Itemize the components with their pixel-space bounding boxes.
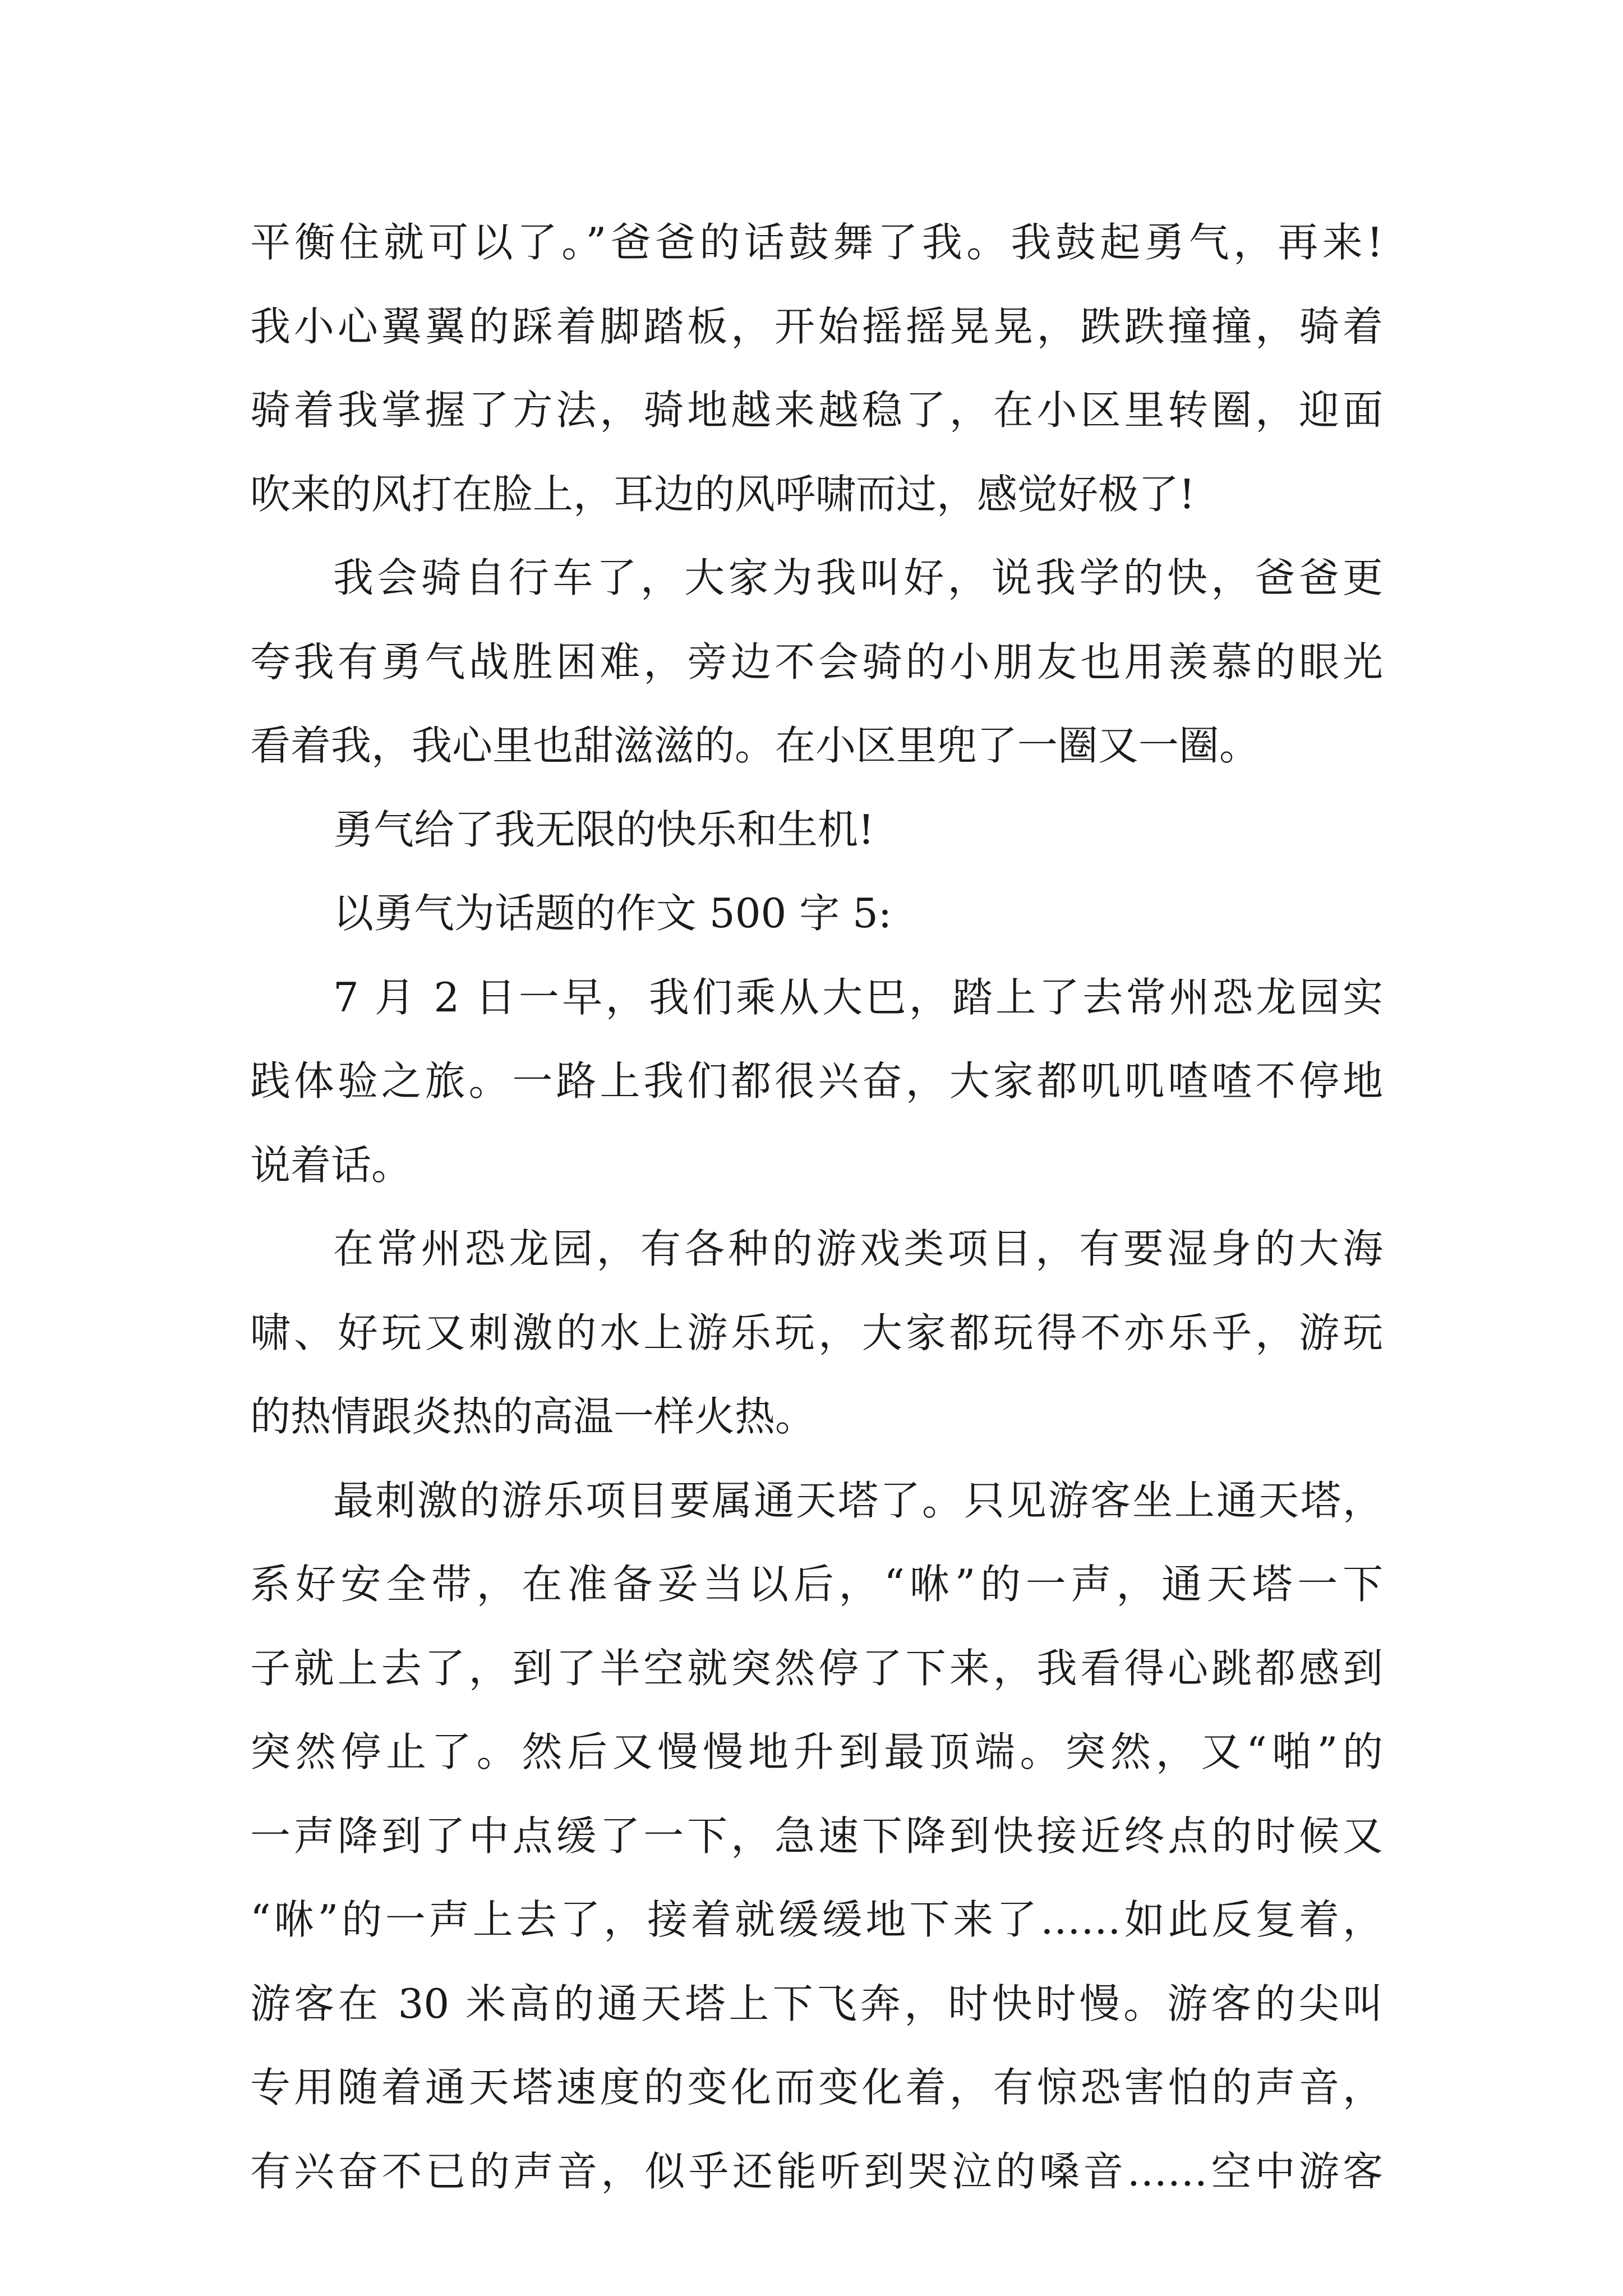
text-line: 7 月 2 日一早，我们乘从大巴，踏上了去常州恐龙园实 (333, 973, 1383, 1021)
text-line: 在常州恐龙园，有各种的游戏类项目，有要湿身的大海 (333, 1225, 1383, 1272)
text-line: 的热情跟炎热的高温一样火热。 (250, 1393, 816, 1440)
text-line: 平衡住就可以了。”爸爸的话鼓舞了我。我鼓起勇气，再来! (250, 219, 1383, 266)
text-line: 游客在 30 米高的通天塔上下飞奔，时快时慢。游客的尖叫 (250, 1980, 1383, 2027)
document-body (250, 209, 1383, 2221)
text-line: 看着我，我心里也甜滋滋的。在小区里兜了一圈又一圈。 (250, 722, 1260, 769)
text-line: “咻”的一声上去了，接着就缓缓地下来了……如此反复着， (250, 1896, 1383, 1943)
text-line: 子就上去了，到了半空就突然停了下来，我看得心跳都感到 (250, 1644, 1383, 1692)
text-line: 我会骑自行车了，大家为我叫好，说我学的快，爸爸更 (333, 554, 1383, 601)
text-line: 以勇气为话题的作文 500 字 5: (333, 890, 892, 937)
text-line: 系好安全带，在准备妥当以后，“咻”的一声，通天塔一下 (250, 1561, 1383, 1608)
text-line: 骑着我掌握了方法，骑地越来越稳了，在小区里转圈，迎面 (250, 386, 1383, 434)
text-line: 践体验之旅。一路上我们都很兴奋，大家都叽叽喳喳不停地 (250, 1057, 1383, 1105)
text-line: 我小心翼翼的踩着脚踏板，开始摇摇晃晃，跌跌撞撞，骑着 (250, 302, 1383, 350)
text-line: 勇气给了我无限的快乐和生机! (333, 806, 874, 853)
text-line: 夸我有勇气战胜困难，旁边不会骑的小朋友也用羡慕的眼光 (250, 638, 1383, 685)
text-line: 突然停止了。然后又慢慢地升到最顶端。突然，又“啪”的 (250, 1728, 1383, 1775)
text-line: 吹来的风打在脸上，耳边的风呼啸而过，感觉好极了! (250, 470, 1195, 518)
text-line: 专用随着通天塔速度的变化而变化着，有惊恐害怕的声音， (250, 2064, 1383, 2111)
text-line: 最刺激的游乐项目要属通天塔了。只见游客坐上通天塔， (333, 1476, 1383, 1524)
text-line: 啸、好玩又刺激的水上游乐玩，大家都玩得不亦乐乎，游玩 (250, 1309, 1383, 1356)
text-line: 说着话。 (250, 1141, 412, 1189)
text-line: 一声降到了中点缓了一下，急速下降到快接近终点的时候又 (250, 1812, 1383, 1860)
text-line: 有兴奋不已的声音，似乎还能听到哭泣的嗓音……空中游客 (250, 2147, 1383, 2195)
